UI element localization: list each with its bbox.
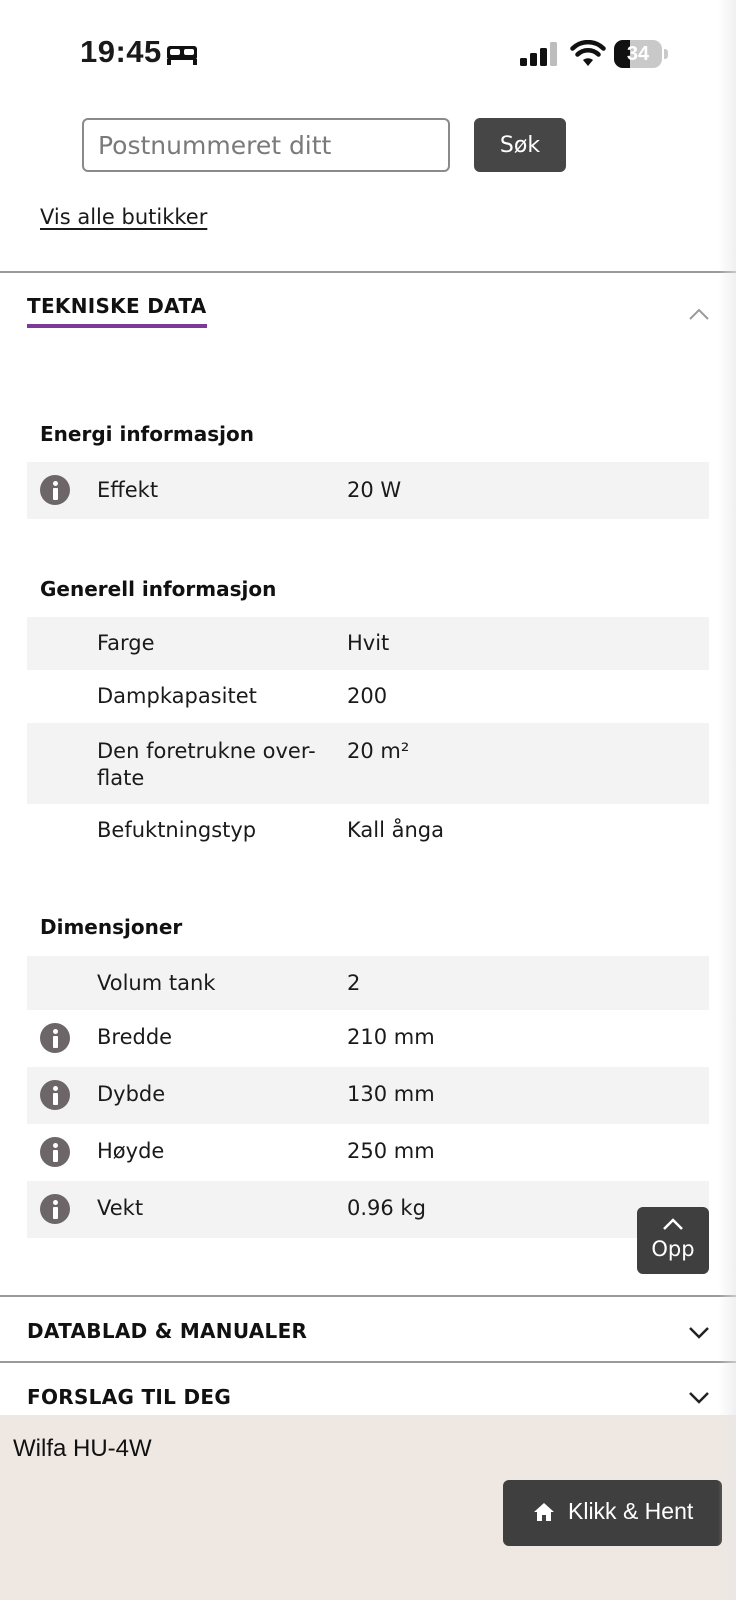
scroll-edge-shadow [718,0,736,1600]
chevron-down-icon[interactable] [688,1326,710,1340]
search-button[interactable]: Søk [474,118,566,172]
chevron-up-icon[interactable] [688,307,710,321]
bed-icon [166,42,198,66]
spec-label: Effekt [97,478,159,502]
spec-label: Farge [97,631,155,655]
back-to-top-label: Opp [651,1237,695,1261]
spec-label: Befuktningstyp [97,818,257,842]
spec-row-farge [27,617,709,670]
info-icon[interactable] [40,1137,70,1167]
spec-value: Hvit [347,631,390,655]
signal-icon [520,42,558,66]
spec-value: 250 mm [347,1139,435,1163]
spec-row-overflate [27,723,709,804]
spec-value: 0.96 kg [347,1196,426,1220]
group-title-dimensions: Dimensjoner [40,915,183,939]
info-icon[interactable] [40,1080,70,1110]
spec-value: 20 W [347,478,402,502]
info-icon[interactable] [40,1194,70,1224]
show-all-stores-link[interactable]: Vis alle butikker [40,205,208,229]
home-icon [533,1502,555,1522]
battery-icon [614,40,666,68]
spec-label: Vekt [97,1196,144,1220]
postcode-input[interactable] [82,118,450,172]
group-title-general: Generell informasjon [40,577,277,601]
spec-row-effekt [27,462,709,519]
spec-label: Dybde [97,1082,166,1106]
spec-label: Bredde [97,1025,173,1049]
spec-value: Kall ånga [347,818,444,842]
datasheets-section-title[interactable]: DATABLAD & MANUALER [27,1319,308,1343]
spec-row-hoyde [27,1124,709,1181]
spec-label-line1: Den foretrukne over- [97,739,316,763]
suggestions-section-title[interactable]: FORSLAG TIL DEG [27,1385,232,1409]
divider [0,1361,736,1363]
spec-value: 200 [347,684,388,708]
sticky-product-bar [0,1415,736,1600]
spec-row-dampkapasitet [27,670,709,723]
spec-value: 20 m² [347,739,410,763]
spec-row-bredde [27,1010,709,1067]
wifi-icon [570,40,606,68]
spec-row-dybde [27,1067,709,1124]
spec-row-vekt [27,1181,709,1238]
spec-label: Dampkapasitet [97,684,257,708]
spec-label: Volum tank [97,971,216,995]
chevron-down-icon[interactable] [688,1391,710,1405]
spec-value: 130 mm [347,1082,435,1106]
technical-data-title[interactable]: TEKNISKE DATA [27,294,207,328]
spec-value: 210 mm [347,1025,435,1049]
spec-row-volum-tank [27,956,709,1010]
back-to-top-button[interactable] [637,1207,709,1274]
click-and-collect-button[interactable] [503,1480,722,1546]
product-name: Wilfa HU-4W [13,1435,152,1462]
chevron-up-icon [662,1217,684,1231]
info-icon[interactable] [40,475,70,505]
status-bar [0,0,736,100]
divider [0,1295,736,1297]
info-icon[interactable] [40,1023,70,1053]
divider [0,271,736,273]
click-and-collect-label: Klikk & Hent [568,1498,694,1524]
spec-label: Høyde [97,1139,165,1163]
group-title-energy: Energi informasjon [40,422,254,446]
spec-value: 2 [347,971,361,995]
battery-level: 34 [626,43,650,65]
spec-row-befuktningstyp [27,804,709,857]
status-time: 19:45 [80,34,162,69]
spec-label-line2: flate [97,766,145,790]
